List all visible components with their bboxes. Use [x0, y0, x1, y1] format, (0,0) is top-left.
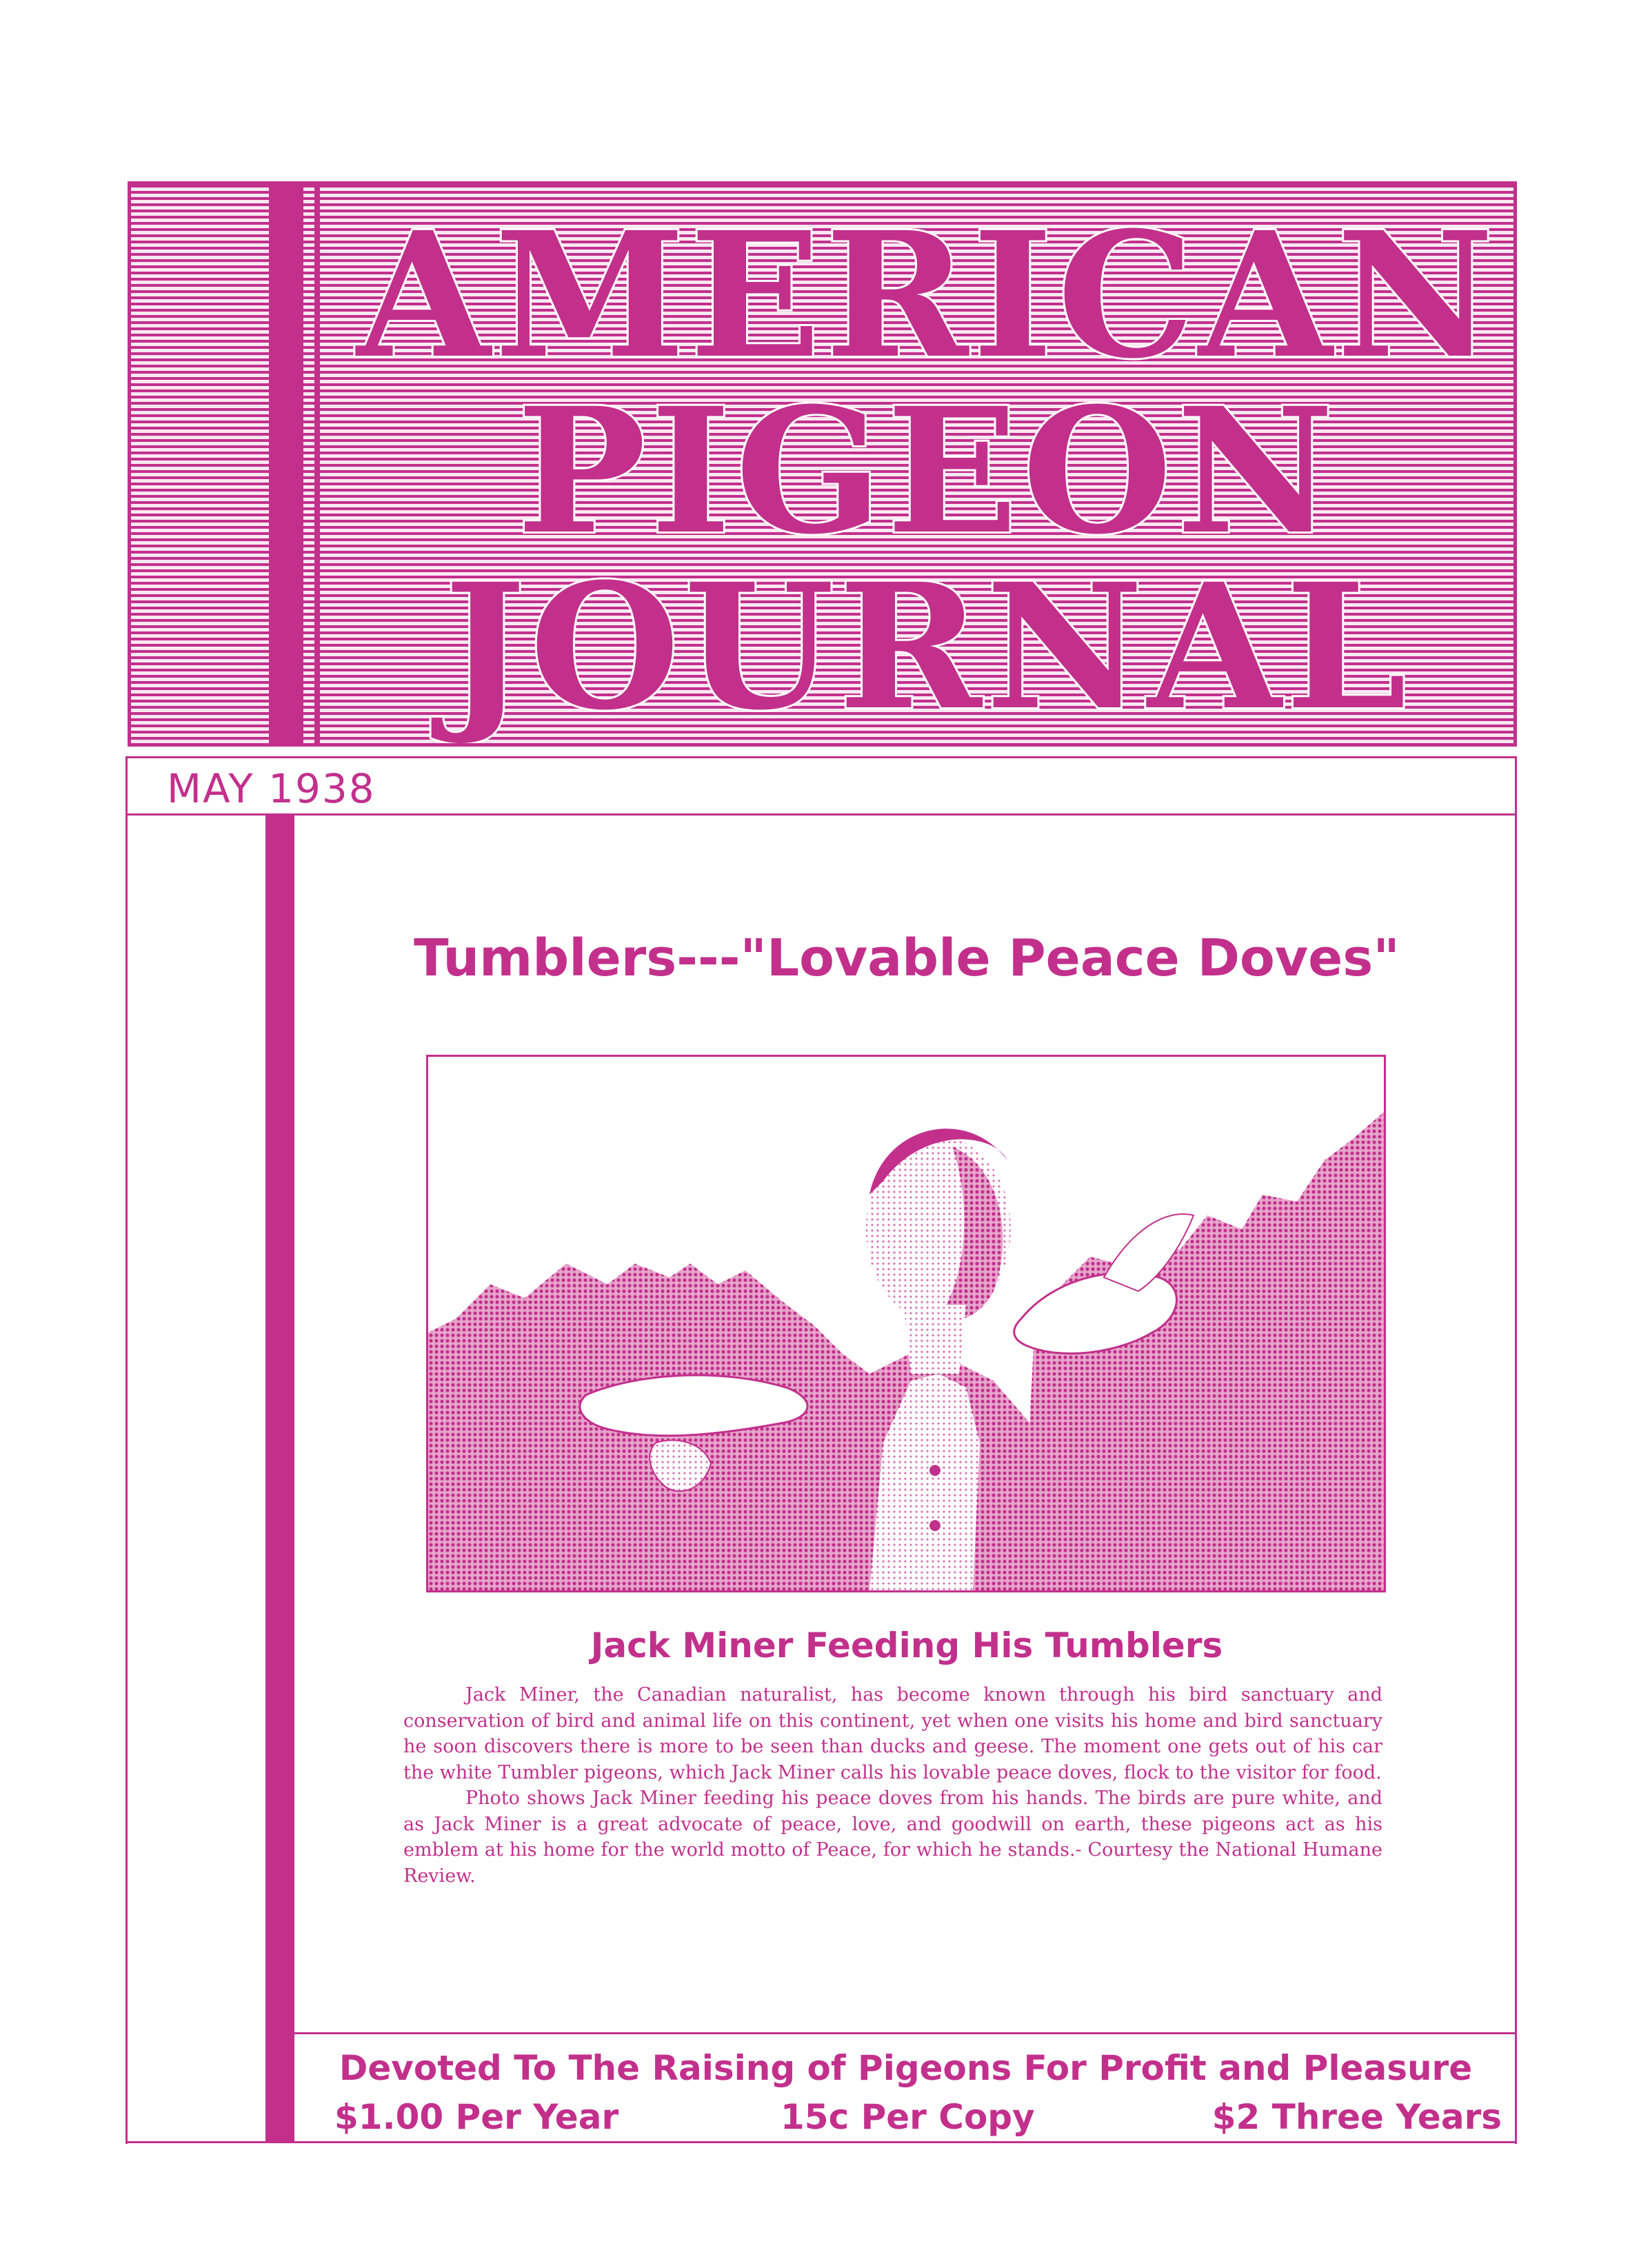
cover-photo	[426, 1055, 1386, 1592]
masthead-title-line-3: JOURNAL	[443, 545, 1411, 747]
photo-caption-title: Jack Miner Feeding His Tumblers	[590, 1626, 1223, 1665]
caption-paragraph-2: Photo shows Jack Miner feeding his peace doves from his hands. The birds are pure white, and as Jack Miner is a great advocate of peace, love, and goodwill on earth, these pigeons act as his emblem at his home for the world motto of Peace, for which he stands.- Courtesy the National Humane Review.	[403, 1788, 1382, 1887]
cover-photo-illustration	[428, 1057, 1384, 1590]
masthead	[128, 181, 1517, 747]
price-three-years: $2 Three Years	[1211, 2097, 1502, 2137]
masthead-title-line-2: PIGEON	[516, 369, 1338, 572]
masthead-title-line-1: AMERICAN	[356, 194, 1498, 396]
photo-man-neck	[904, 1305, 966, 1374]
footer-divider	[294, 2032, 1517, 2034]
price-per-year: $1.00 Per Year	[334, 2097, 619, 2137]
cover-headline: Tumblers---"Lovable Peace Doves"	[414, 929, 1400, 988]
photo-shirt-button	[929, 1465, 940, 1476]
masthead-vertical-bar	[269, 185, 303, 743]
masthead-vertical-rule	[314, 185, 320, 743]
issue-date: MAY 1938	[167, 765, 376, 812]
footer-tagline: Devoted To The Raising of Pigeons For Profit and Pleasure	[339, 2048, 1473, 2088]
photo-shirt-button	[929, 1520, 940, 1531]
left-vertical-bar	[265, 816, 294, 2143]
date-divider	[125, 813, 1517, 816]
caption-paragraph-1: Jack Miner, the Canadian naturalist, has become known through his bird sanctuary and conservation of bird and animal life on this continent, yet when one visits his home and bird sanctuary he soon discovers there is more to be seen than ducks and geese. The moment one gets out of his car the white Tumbler pigeons, which Jack Miner calls his lovable peace doves, flock to the visitor for food.	[403, 1684, 1382, 1783]
price-per-copy: 15c Per Copy	[781, 2097, 1035, 2137]
frame-bottom-rule	[125, 2141, 1517, 2143]
photo-caption-body	[403, 1682, 1382, 1889]
